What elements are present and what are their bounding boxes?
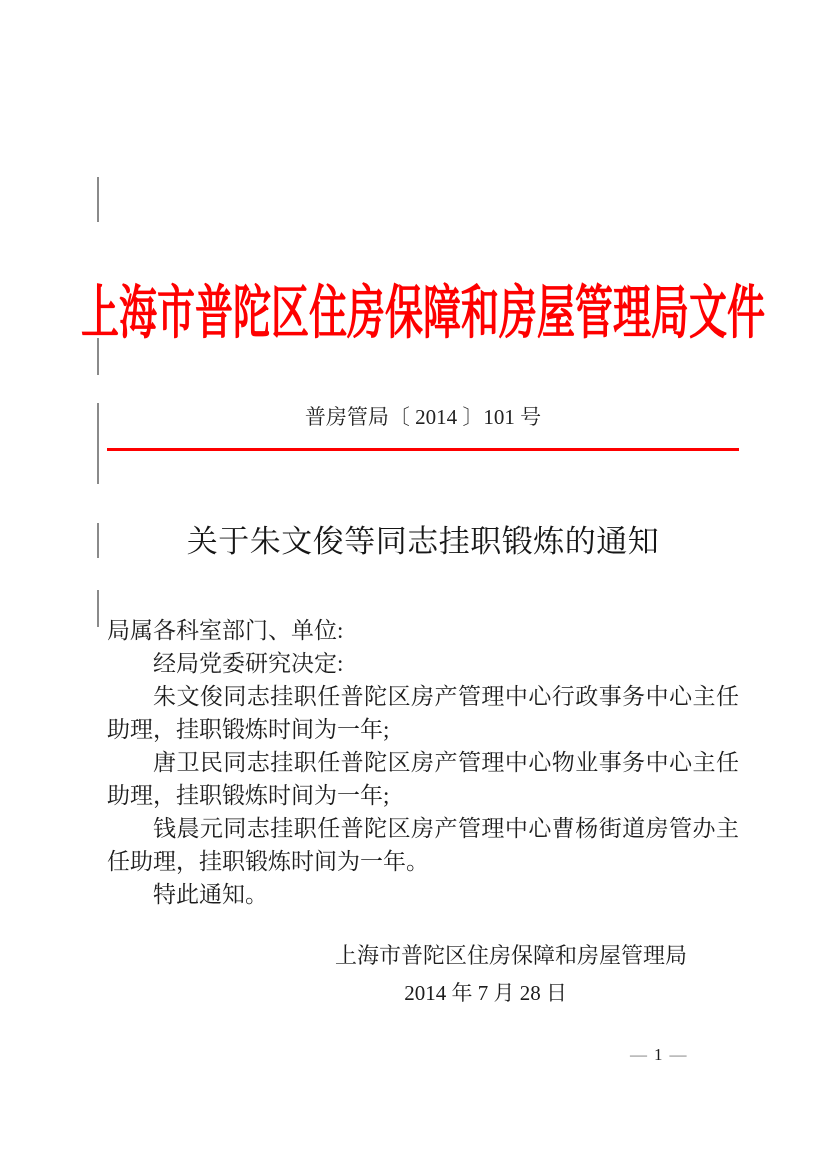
notice-paragraph: 经局党委研究决定: xyxy=(153,651,344,676)
signature-organization: 上海市普陀区住房保障和房屋管理局 xyxy=(334,943,687,968)
notice-body xyxy=(107,614,739,911)
red-separator-rule xyxy=(107,448,739,451)
letterhead-title-text: 上海市普陀区住房保障和房屋管理局文件 xyxy=(81,279,765,345)
page-number xyxy=(630,1044,687,1066)
signature-date: 2014 年 7 月 28 日 xyxy=(404,981,567,1005)
notice-title: 关于朱文俊等同志挂职锻炼的通知 xyxy=(186,524,660,559)
document-content xyxy=(81,0,765,1169)
fold-mark xyxy=(97,590,99,627)
notice-paragraph: 特此通知。 xyxy=(153,882,268,907)
page-number-value: 1 xyxy=(654,1045,663,1064)
page-number-dash-right: — xyxy=(669,1045,687,1064)
notice-paragraph: 朱文俊同志挂职任普陀区房产管理中心行政事务中心主任助理，挂职锻炼时间为一年; xyxy=(107,684,739,742)
page-number-dash-left: — xyxy=(630,1045,647,1064)
fold-mark xyxy=(97,177,99,222)
document-number: 普房管局〔 2014 〕101 号 xyxy=(304,405,542,429)
fold-mark xyxy=(97,523,99,558)
notice-paragraph: 局属各科室部门、单位: xyxy=(107,618,344,643)
fold-mark xyxy=(97,403,99,484)
red-letterhead-title xyxy=(81,277,765,345)
notice-paragraph: 唐卫民同志挂职任普陀区房产管理中心物业事务中心主任助理，挂职锻炼时间为一年; xyxy=(107,750,739,808)
notice-paragraph: 钱晨元同志挂职任普陀区房产管理中心曹杨街道房管办主任助理，挂职锻炼时间为一年。 xyxy=(107,816,739,874)
